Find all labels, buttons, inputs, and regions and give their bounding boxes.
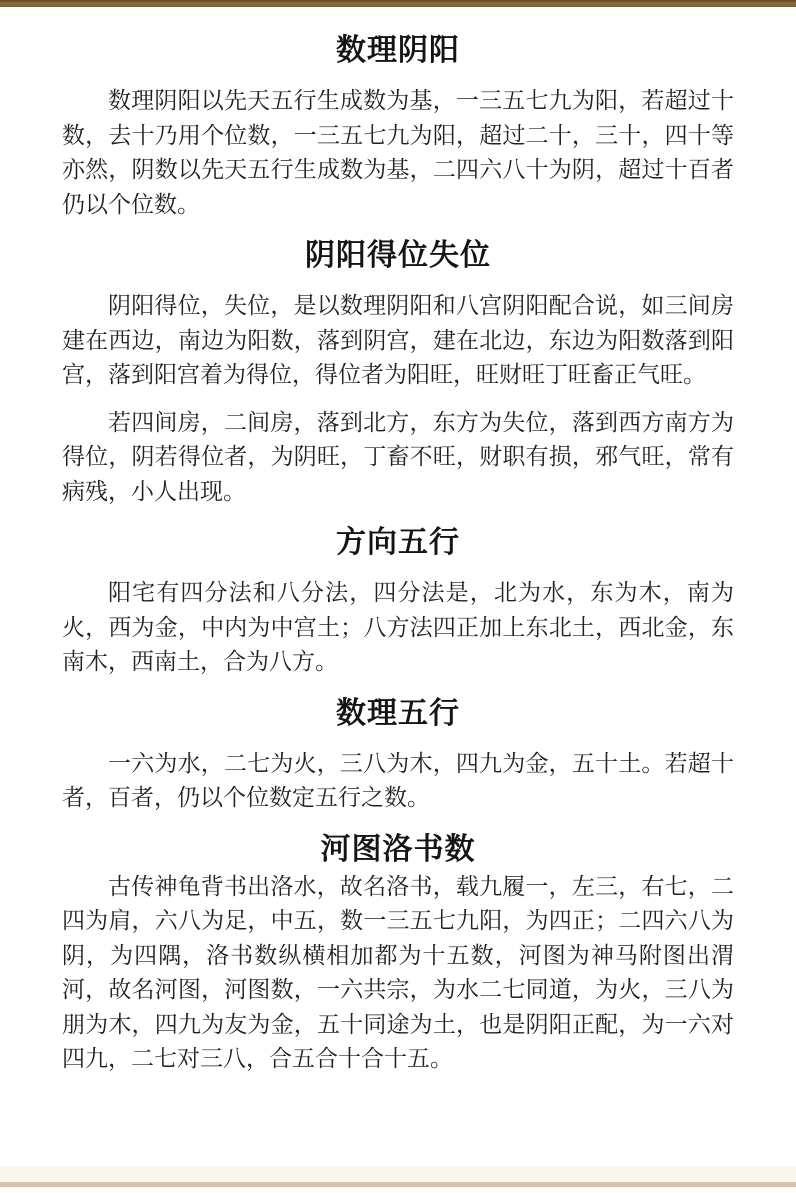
section-heading: 阴阳得位失位 — [305, 239, 491, 272]
paragraph: 阳宅有四分法和八分法，四分法是，北为水，东为木，南为火，西为金，中内为中宫土；八方法四正加上东北土，西北金，东南木，西南土，合为八方。 — [62, 580, 734, 674]
bottom-border-rule — [0, 1182, 796, 1187]
paragraph: 若四间房，二间房，落到北方，东方为失位，落到西方南方为得位，阴若得位者，为阴旺，丁畜不旺，财职有损，邪气旺，常有病残，小人出现。 — [62, 409, 734, 504]
top-border-rule — [0, 0, 796, 7]
bottom-accent-band — [0, 1166, 796, 1182]
paragraph: 数理阴阳以先天五行生成数为基，一三五七九为阳，若超过十数，去十乃用个位数，一三五七九为阳，超过二十，三十，四十等亦然，阴数以先天五行生成数为基，二四六八十为阴，超过十百者仍以个位数。 — [62, 88, 734, 217]
section-heading: 河图洛书数 — [320, 832, 476, 866]
section-shuli-yinyang — [62, 33, 734, 222]
paragraph: 一六为水，二七为火，三八为木，四九为金，五十土。若超十者，百者，仍以个位数定五行之数。 — [62, 750, 734, 810]
section-hetu-luoshu-shu — [62, 832, 734, 1077]
page-content — [0, 7, 796, 1090]
section-heading: 方向五行 — [336, 526, 460, 559]
section-shuli-wuxing — [62, 696, 734, 816]
paragraph: 阴阳得位，失位，是以数理阴阳和八宫阴阳配合说，如三间房建在西边，南边为阳数，落到阴宫，建在北边，东边为阳数落到阳宫，落到阳宫着为得位，得位者为阳旺，旺财旺丁旺畜正气旺。 — [62, 293, 734, 387]
section-yinyang-dewei-shiwei — [62, 238, 734, 509]
section-heading: 数理五行 — [336, 696, 460, 730]
section-heading: 数理阴阳 — [336, 34, 460, 67]
paragraph: 古传神龟背书出洛水，故名洛书，载九履一，左三，右七，二四为肩，六八为足，中五，数一三五七九阳，为四正；二四六八为阴，为四隅，洛书数纵横相加都为十五数，河图为神马附图出渭河，故名河图，河图数，一六共宗，为水二七同道，为火，三八为朋为木，四九为友为金，五十同途为土，也是阴阳正配，为一六对四九，二七对三八，合五合十合十五。 — [62, 873, 734, 1071]
section-fangxiang-wuxing — [62, 525, 734, 680]
